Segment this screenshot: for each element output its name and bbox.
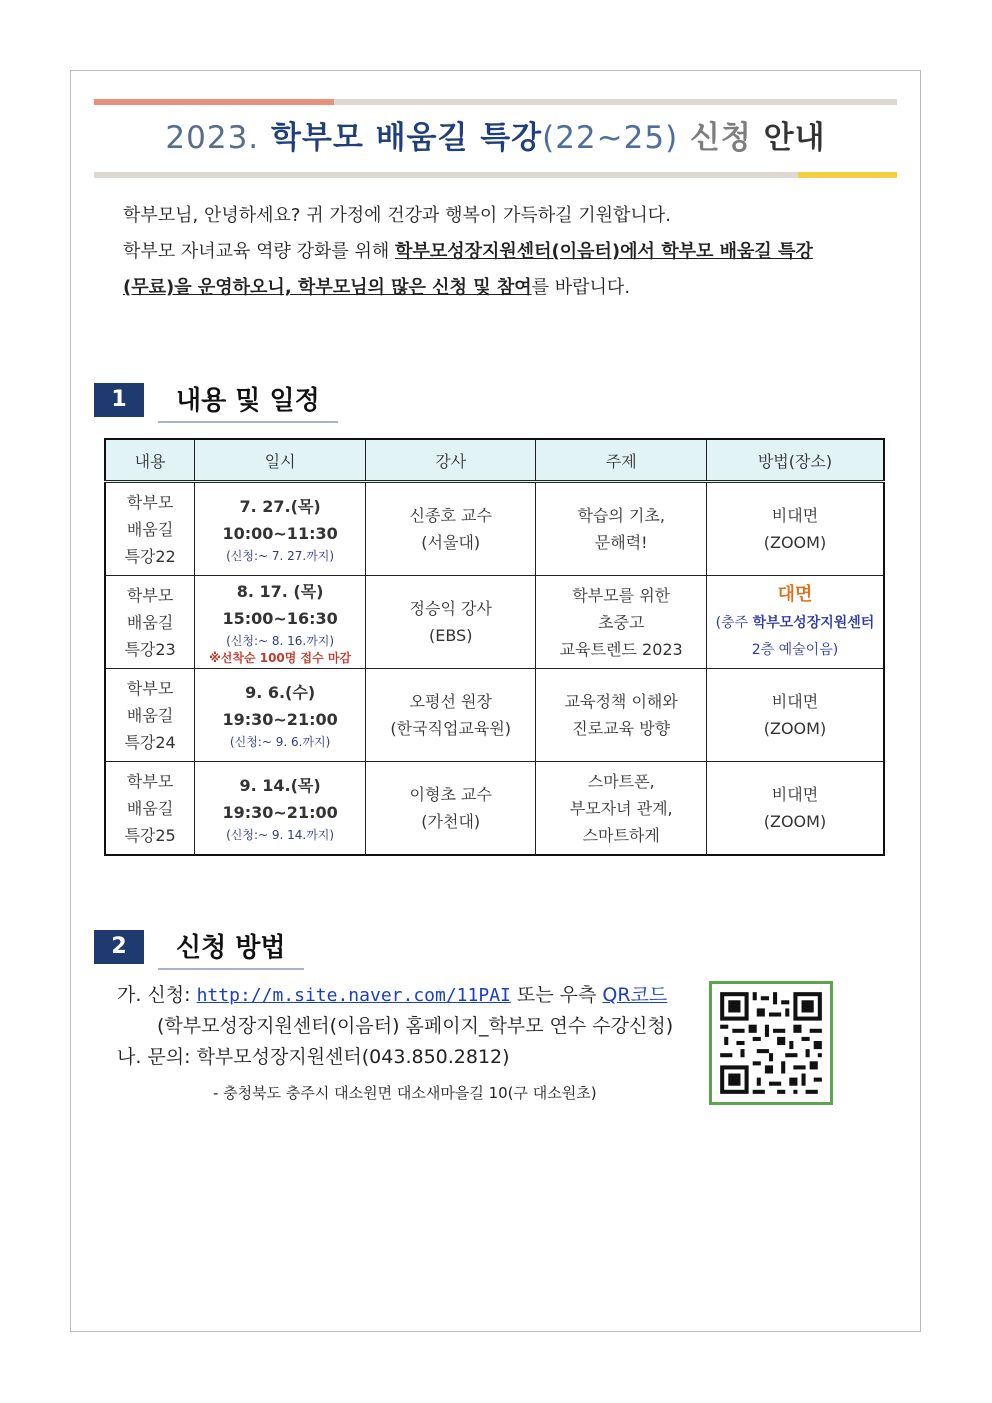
page-title — [94, 114, 897, 162]
header-method: 방법(장소) — [706, 439, 884, 482]
topic-line: 학습의 기초, — [577, 506, 665, 525]
title-bar-bottom-accent — [798, 172, 897, 178]
title-bar-top-accent — [94, 99, 334, 105]
intro-emphasis-2: (무료)을 운영하오니, 학부모님의 많은 신청 및 참여 — [123, 277, 532, 298]
content-line: 배움길 — [126, 519, 174, 539]
section-2-number: 2 — [94, 930, 144, 964]
date: 9. 14.(목) — [239, 776, 321, 795]
topic-line: 문해력! — [594, 533, 648, 552]
lecturer-name: 이형초 교수 — [409, 785, 492, 804]
time: 10:00~11:30 — [222, 524, 338, 543]
topic-line: 학부모를 위한 — [572, 585, 671, 605]
place-name: 학부모성장지원센터 — [752, 614, 875, 631]
place-prefix: (충주 — [715, 614, 753, 631]
lecturer-affiliation: (가천대) — [421, 812, 481, 831]
content-line: 특강23 — [124, 639, 176, 659]
apply-link[interactable]: http://m.site.naver.com/11PAI — [196, 985, 511, 1006]
title-bar-top — [334, 99, 897, 105]
section-1-title: 내용 및 일정 — [158, 380, 338, 423]
deadline-note: (신청:~ 8. 16.까지) — [226, 634, 335, 648]
table-row — [105, 669, 884, 762]
cell-lecturer — [365, 762, 535, 856]
header-topic: 주제 — [536, 439, 706, 482]
time: 15:00~16:30 — [222, 609, 338, 628]
apply-label: 가. 신청: — [117, 984, 197, 1006]
cell-lecturer — [365, 482, 535, 576]
method-place — [707, 608, 883, 637]
title-bar-bottom — [94, 172, 798, 178]
topic-line: 교육트렌드 2023 — [559, 639, 683, 659]
lecturer-affiliation: (EBS) — [429, 626, 473, 645]
header-datetime: 일시 — [195, 439, 366, 482]
cell-content — [105, 762, 195, 856]
content-line: 배움길 — [126, 798, 174, 818]
intro-paragraph — [123, 198, 887, 306]
method-platform: (ZOOM) — [763, 533, 827, 552]
apply-or: 또는 우측 — [510, 984, 603, 1006]
method: 비대면 — [771, 692, 819, 711]
deadline-note: (신청:~ 9. 6.까지) — [229, 735, 331, 749]
first-come-note: ※선착순 100명 접수 마감 — [209, 651, 352, 665]
header-content: 내용 — [105, 439, 195, 482]
intro-line-3 — [123, 270, 887, 306]
apply-info — [117, 980, 673, 1073]
cell-content — [105, 482, 195, 576]
content-line: 학부모 — [126, 585, 174, 605]
topic-line: 초중고 — [598, 612, 645, 632]
title-year: 2023. — [165, 120, 260, 156]
table-row — [105, 482, 884, 576]
content-line: 배움길 — [126, 705, 174, 725]
date: 9. 6.(수) — [245, 683, 316, 702]
lecturer-name: 오평선 원장 — [409, 692, 492, 711]
apply-line-a — [117, 980, 673, 1011]
table-header-row — [105, 439, 884, 482]
qr-code-graphic — [712, 984, 830, 1102]
method-platform: (ZOOM) — [763, 812, 827, 831]
intro-text-2: 를 바랍니다. — [531, 277, 631, 298]
schedule-table — [104, 438, 885, 856]
intro-text: 학부모 자녀교육 역량 강화를 위해 — [123, 241, 396, 262]
inquiry-line: 나. 문의: 학부모성장지원센터(043.850.2812) — [117, 1046, 510, 1068]
deadline-note: (신청:~ 7. 27.까지) — [226, 549, 335, 563]
title-guide: 안내 — [763, 120, 826, 156]
topic-line: 진로교육 방향 — [572, 719, 671, 738]
content-line: 학부모 — [126, 492, 174, 512]
intro-line-2 — [123, 234, 887, 270]
topic-line: 스마트폰, — [587, 771, 655, 791]
cell-lecturer — [365, 576, 535, 669]
content-line: 학부모 — [126, 771, 174, 791]
cell-datetime — [195, 669, 366, 762]
cell-content — [105, 576, 195, 669]
method: 비대면 — [771, 506, 819, 525]
content-line: 특강22 — [124, 546, 176, 566]
qr-reference: QR코드 — [602, 984, 668, 1006]
time: 19:30~21:00 — [222, 710, 338, 729]
intro-line-1: 학부모님, 안녕하세요? 귀 가정에 건강과 행복이 가득하길 기원합니다. — [123, 205, 671, 226]
lecturer-affiliation: (한국직업교육원) — [390, 719, 512, 738]
method: 비대면 — [771, 785, 819, 804]
cell-topic — [536, 482, 706, 576]
table-row — [105, 762, 884, 856]
title-main: 학부모 배움길 특강 — [270, 120, 543, 156]
cell-topic — [536, 576, 706, 669]
intro-emphasis: 학부모성장지원센터(이음터)에서 학부모 배움길 특강 — [395, 241, 813, 262]
content-line: 학부모 — [126, 678, 174, 698]
cell-datetime — [195, 576, 366, 669]
address: - 충청북도 충주시 대소원면 대소새마을길 10(구 대소원초) — [213, 1084, 597, 1102]
section-1-number: 1 — [94, 383, 144, 417]
lecturer-affiliation: (서울대) — [421, 533, 481, 552]
table-row — [105, 576, 884, 669]
cell-method — [706, 762, 884, 856]
method-platform: (ZOOM) — [763, 719, 827, 738]
apply-sub: (학부모성장지원센터(이음터) 홈페이지_학부모 연수 수강신청) — [157, 1015, 674, 1037]
time: 19:30~21:00 — [222, 803, 338, 822]
content-line: 배움길 — [126, 612, 174, 632]
topic-line: 스마트하게 — [582, 825, 660, 845]
cell-datetime — [195, 482, 366, 576]
place-room: 2층 예술이음) — [751, 641, 839, 658]
header-lecturer: 강사 — [365, 439, 535, 482]
section-2-title: 신청 방법 — [158, 927, 304, 970]
cell-lecturer — [365, 669, 535, 762]
date: 8. 17. (목) — [236, 582, 324, 601]
cell-method — [706, 482, 884, 576]
title-apply: 신청 — [689, 120, 752, 156]
method-inperson: 대면 — [777, 583, 813, 605]
topic-line: 교육정책 이해와 — [564, 692, 678, 711]
cell-method — [706, 576, 884, 669]
topic-line: 부모자녀 관계, — [569, 798, 673, 818]
lecturer-name: 정승익 강사 — [409, 599, 492, 618]
content-line: 특강25 — [124, 825, 176, 845]
deadline-note: (신청:~ 9. 14.까지) — [226, 828, 335, 842]
content-line: 특강24 — [124, 732, 176, 752]
cell-topic — [536, 669, 706, 762]
lecturer-name: 신종호 교수 — [409, 506, 492, 525]
cell-method — [706, 669, 884, 762]
qr-code-icon[interactable] — [709, 981, 833, 1105]
title-range: (22~25) — [542, 120, 679, 156]
cell-content — [105, 669, 195, 762]
cell-datetime — [195, 762, 366, 856]
cell-topic — [536, 762, 706, 856]
date: 7. 27.(목) — [239, 497, 321, 516]
